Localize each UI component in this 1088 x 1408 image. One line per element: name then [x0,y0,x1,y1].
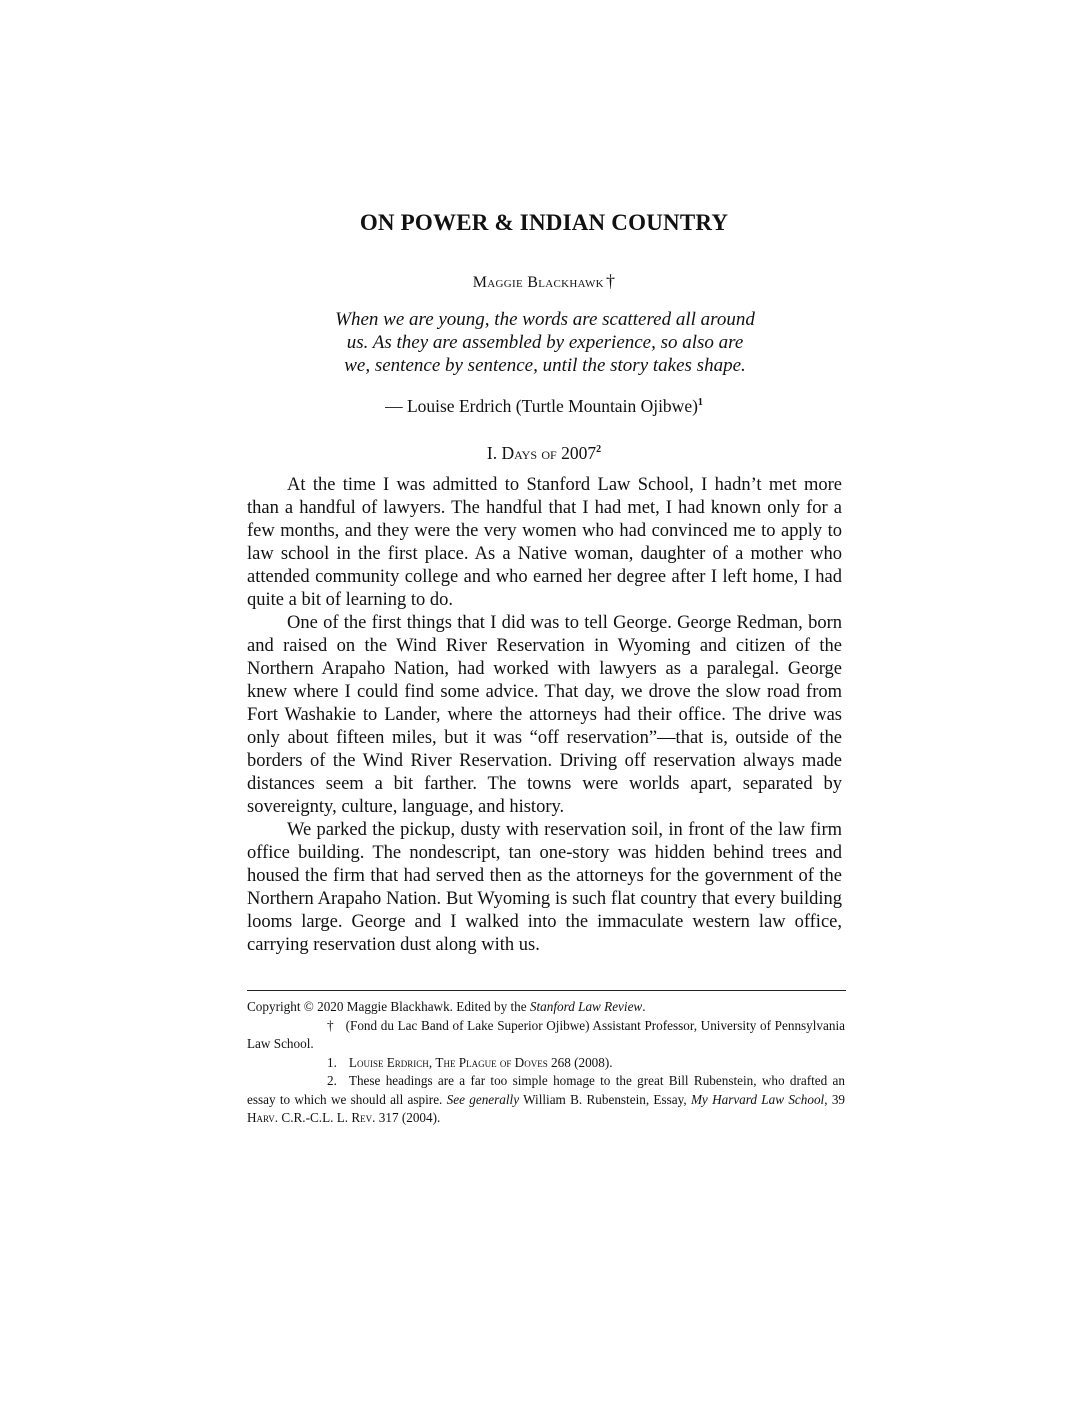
footnote-text: These headings are a far too simple homage to the great Bill Rubenstein, who drafted an essay to which we should all aspire. [247,1073,845,1107]
epigraph-line: When we are young, the words are scattered all around [335,309,755,330]
footnote-1: 1. Louise Erdrich, The Plague of Doves 268 (2008). [247,1054,845,1073]
section-title: Days of 2007 [501,443,597,463]
section-heading [0,443,1088,464]
footnote-dagger [247,1017,845,1054]
footnote-divider [247,990,846,991]
section-numeral: I. [486,443,498,463]
citation-pages: 317 (2004). [378,1110,441,1125]
footnote-number: 2. [327,1073,337,1088]
dagger-mark: † [327,1017,334,1033]
author-name: Maggie Blackhawk [472,274,604,291]
epigraph-line: us. As they are assembled by experience, so also are [346,332,744,353]
paragraph: At the time I was admitted to Stanford Law School, I hadn’t met more than a handful of lawyers. The handful that I had met, I had known only for a few months, and they were the very women who had convinced me to apply to law school in the first place. As a Native woman, daughter of a mother who attended community college and who earned her degree after I left home, I had quite a bit of learning to do. [247,475,842,610]
author-dagger-mark: † [605,271,616,291]
body-text [247,474,842,957]
author-byline [0,271,1088,292]
paragraph: One of the first things that I did was to tell George. George Redman, born and raised on the Wind River Reservation in Wyoming and citizen of the Northern Arapaho Nation, had worked with lawyers as a paralegal. George knew where I could find some advice. That day, we drove the slow road from Fort Washakie to Lander, where the attorneys had their office. The drive was only about fifteen miles, but it was “off reservation”—that is, outside of the borders of the Wind River Reservation. Driving off reservation always made distances seem a bit farther. The towns were worlds apart, separated by sovereignty, culture, language, and history. [247,613,842,817]
footnote-text: (Fond du Lac Band of Lake Superior Ojibwe) Assistant Professor, University of Pennsylvania Law School. [247,1017,845,1051]
cited-journal: Harv. C.R.-C.L. L. Rev. [247,1110,376,1125]
paragraph: We parked the pickup, dusty with reservation soil, in front of the law firm office building. The nondescript, tan one-story was hidden behind trees and housed the firm that had served then as the attorneys for the government of the Northern Arapaho Nation. But Wyoming is such flat country that every building looms large. George and I walked into the immaculate western law office, carrying reservation dust along with us. [247,820,842,955]
attribution-text: — Louise Erdrich (Turtle Mountain Ojibwe) [385,396,698,416]
cited-book: The Plague of Doves [435,1054,548,1070]
cited-article: My Harvard Law School [690,1091,825,1107]
footnote-2: 2. These headings are a far too simple homage to the great Bill Rubenstein, who drafted an essay to which we should all aspire. See generally William B. Rubenstein, Essay, My Harvard Law School, 39 Harv. C.R.-C.L. L. Rev. 317 (2004). [247,1073,845,1125]
cited-author: Louise Erdrich [348,1054,429,1070]
journal-name: Stanford Law Review [529,999,643,1014]
footnote-ref-2: 2 [596,444,602,456]
copyright-note: Copyright © 2020 Maggie Blackhawk. Edited by the Stanford Law Review. [247,999,646,1014]
article-title: ON POWER & INDIAN COUNTRY [359,210,729,235]
footnotes [247,998,845,1128]
citation-pages: 268 (2008). [547,1054,613,1070]
footnote-number: 1. [327,1054,337,1070]
citation-signal: See generally [446,1091,520,1107]
epigraph-line: we, sentence by sentence, until the story takes shape. [344,355,746,376]
epigraph [300,308,790,377]
cited-author: William B. Rubenstein, Essay, [523,1091,687,1107]
footnote-ref-1: 1 [697,397,703,409]
epigraph-attribution [0,396,1088,417]
